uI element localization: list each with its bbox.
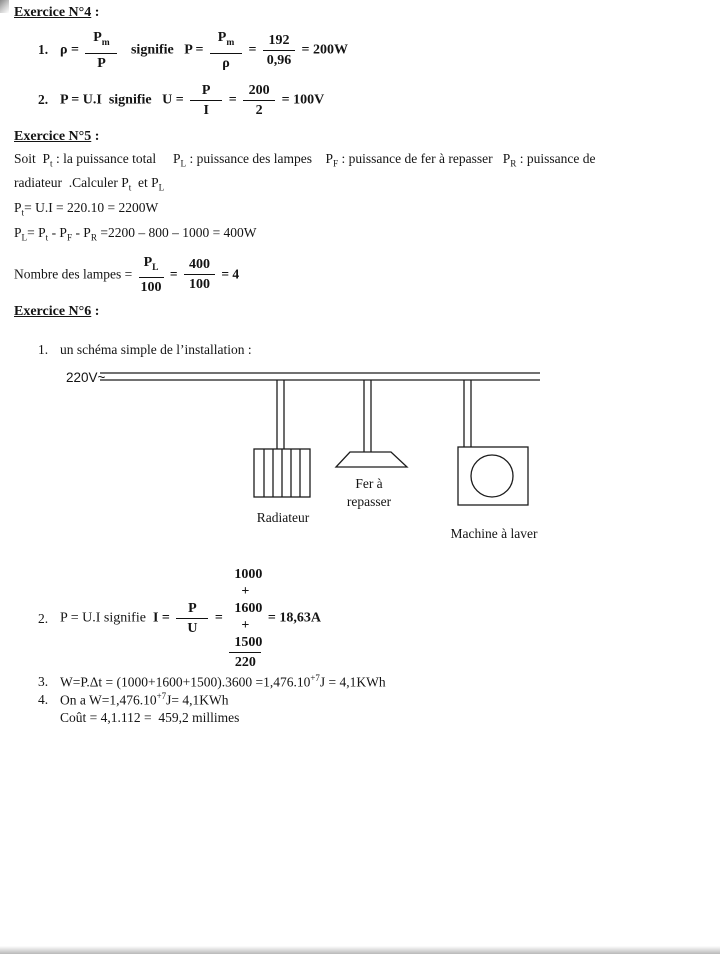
exercise6-title-colon: : xyxy=(91,304,100,320)
ex5-equation-pt: $P_t= U.I = 220.10 = 2200W$ xyxy=(14,200,159,218)
installation-diagram-svg xyxy=(0,364,720,560)
exercise6-title xyxy=(14,304,720,320)
ex6-item-1-number: 1. xyxy=(38,342,49,358)
ex6-item-2-equation: P = U.I signifie I = $\frac{P}{U}$ = $\frac{1000 + 1600 + 1500}{220}$ = 18,63A xyxy=(60,567,321,671)
iron-label-line1: Fer à xyxy=(355,476,383,492)
radiator-label: Radiateur xyxy=(256,510,310,526)
exercise5-title-label: Exercice N°5 xyxy=(14,128,92,144)
ex5-definitions-line-2: radiateur .Calculer $P_t$ et $P_L$ xyxy=(14,175,165,194)
exercise6-title-label: Exercice N°6 xyxy=(14,304,92,320)
ex6-item-1 xyxy=(38,342,720,358)
supply-voltage-label: 220V~ xyxy=(66,370,106,386)
ex6-item-3-number: 3. xyxy=(38,674,49,690)
ex5-definitions-line-1: Soit $P_t$ : la puissance total $P_L$ : puissance des lampes $P_F$ : puissance de fer à repasser $P_R$ : puissance de xyxy=(14,150,596,169)
ex6-item-1-text: un schéma simple de l’installation : xyxy=(60,342,252,358)
washer-label: Machine à laver xyxy=(450,526,538,542)
ex6-item-3-equation: $W=P.\Delta t = (1000+1600+1500).3600 =1,476.10^{+7}J = 4,1KWh$ xyxy=(60,673,386,690)
ex4-item-1-equation: ρ = $\frac{P_m}{P}$ signifie P = $\frac{P_m}{\rho}$ = $\frac{192}{0,96}$ = 200W xyxy=(60,30,348,71)
exercise5-title-colon: : xyxy=(91,128,100,144)
ex4-item-2-number: 2. xyxy=(38,92,49,108)
installation-diagram xyxy=(0,364,720,560)
ex6-item-4 xyxy=(38,691,720,709)
iron-label-line2: repasser xyxy=(346,494,392,510)
exercise4-title xyxy=(14,5,720,21)
exercise5-title xyxy=(14,129,720,145)
ex6-item-3 xyxy=(38,673,720,691)
iron-symbol xyxy=(336,452,407,467)
ex5-equation-pl: $P_L= P_t - P_F - P_R =2200 - 800 - 1000 = 400W$ xyxy=(14,224,257,243)
ex4-item-1 xyxy=(38,27,720,74)
scan-artifact-bottom-edge xyxy=(0,946,720,954)
ex4-item-1-number: 1. xyxy=(38,42,49,58)
ex6-cost-line: Coût = 4,1.112 = 459,2 millimes xyxy=(60,710,240,726)
exercise4-title-label: Exercice N°4 xyxy=(14,5,92,20)
exercise4-title-colon: : xyxy=(91,5,100,20)
ex6-item-2 xyxy=(38,564,720,673)
washer-symbol xyxy=(458,447,528,505)
ex5-lamp-count-equation: Nombre des lampes = $\frac{P_L}{100}$ = $\frac{400}{100}$ = 4 xyxy=(14,254,240,296)
ex6-item-4-equation: On a $W=1,476.10^{+7}J= 4,1KWh$ xyxy=(60,690,229,708)
ex6-item-4-number: 4. xyxy=(38,691,49,707)
ex4-item-2 xyxy=(38,80,720,121)
ex6-item-2-number: 2. xyxy=(38,610,49,626)
scan-artifact-corner xyxy=(0,0,9,13)
washer-drum-circle xyxy=(471,455,513,497)
ex4-item-2-equation: P = U.I signifie U = $\frac{P}{I}$ = $\frac{200}{2}$ = 100V xyxy=(60,82,325,118)
